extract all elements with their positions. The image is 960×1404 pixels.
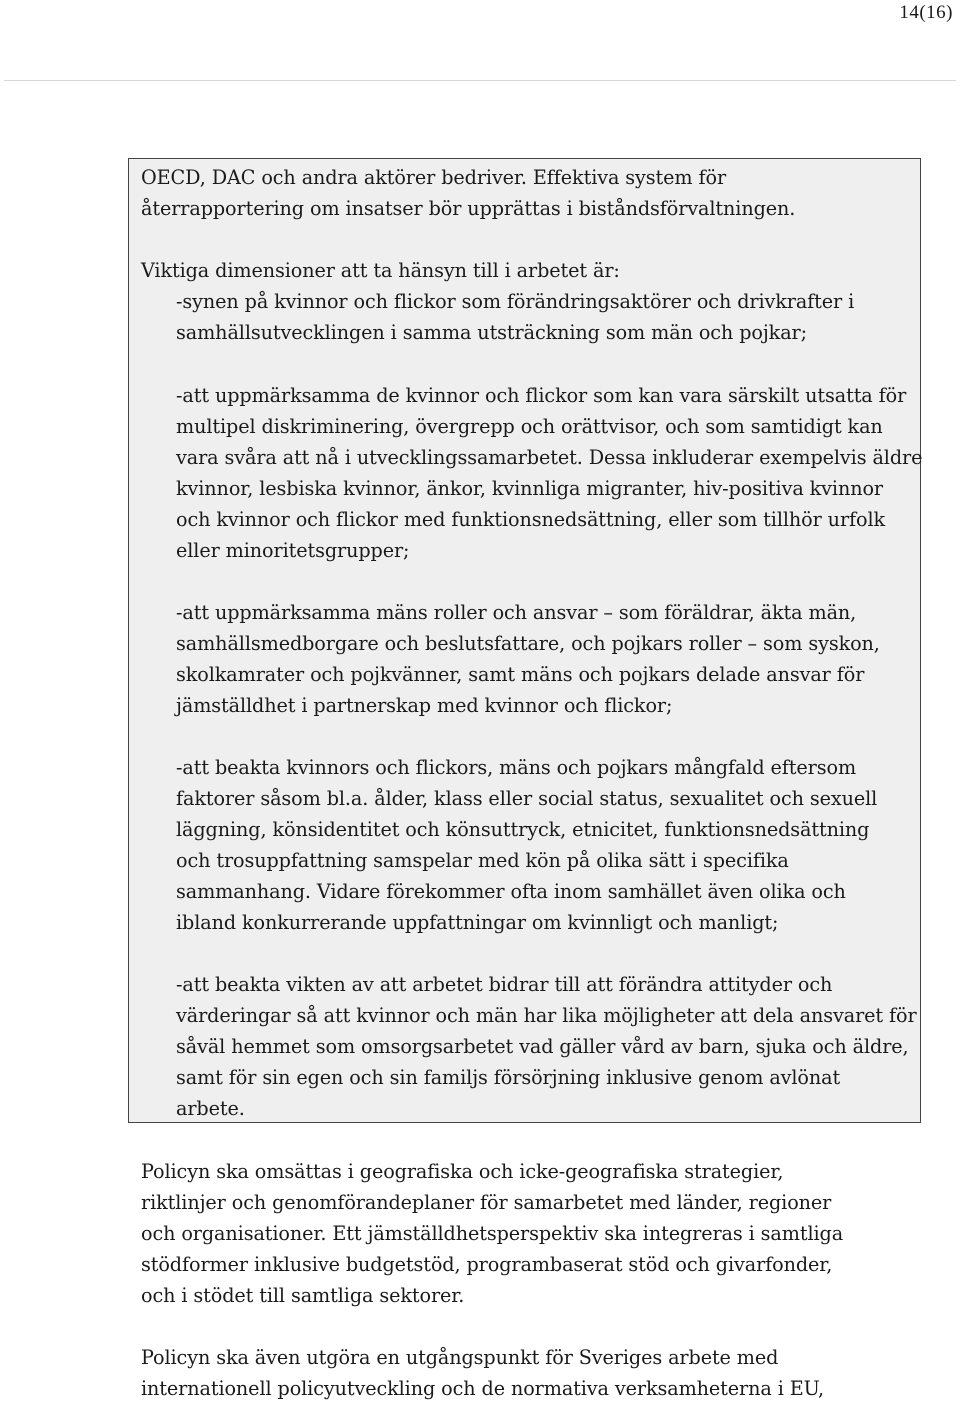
body-paragraph-1	[141, 1156, 843, 1311]
text-line: Viktiga dimensioner att ta hänsyn till i arbetet är:	[141, 259, 620, 282]
text-line: faktorer såsom bl.a. ålder, klass eller social status, sexualitet och sexuell	[176, 787, 878, 810]
text-line: samhällsmedborgare och beslutsfattare, och pojkars roller – som syskon,	[176, 632, 880, 655]
text-line: kvinnor, lesbiska kvinnor, änkor, kvinnliga migranter, hiv-positiva kvinnor	[176, 477, 883, 500]
text-line: såväl hemmet som omsorgsarbetet vad gäller vård av barn, sjuka och äldre,	[176, 1035, 909, 1058]
body-paragraph-2	[141, 1342, 824, 1404]
text-line: samhällsutvecklingen i samma utsträckning som män och pojkar;	[176, 321, 807, 344]
dimension-item-5	[176, 969, 917, 1124]
text-line: samt för sin egen och sin familjs försörjning inklusive genom avlönat	[176, 1066, 841, 1089]
header-divider	[4, 80, 956, 81]
text-line: och trosuppfattning samspelar med kön på olika sätt i specifika	[176, 849, 789, 872]
box-intro-paragraph	[141, 162, 795, 224]
text-line: och organisationer. Ett jämställdhetsperspektiv ska integreras i samtliga	[141, 1222, 844, 1245]
dimension-item-1	[176, 286, 854, 348]
text-line: ibland konkurrerande uppfattningar om kvinnligt och manligt;	[176, 911, 779, 934]
dimension-item-4	[176, 752, 877, 938]
text-line: stödformer inklusive budgetstöd, programbaserat stöd och givarfonder,	[141, 1253, 833, 1276]
text-line: värderingar så att kvinnor och män har lika möjligheter att dela ansvaret för	[176, 1004, 917, 1027]
dimension-item-2	[176, 380, 922, 566]
text-line: -att beakta vikten av att arbetet bidrar till att förändra attityder och	[176, 973, 833, 996]
text-line: multipel diskriminering, övergrepp och orättvisor, och som samtidigt kan	[176, 415, 883, 438]
text-line: -att uppmärksamma de kvinnor och flickor som kan vara särskilt utsatta för	[176, 384, 907, 407]
text-line: -att beakta kvinnors och flickors, mäns och pojkars mångfald eftersom	[176, 756, 857, 779]
text-line: återrapportering om insatser bör upprättas i biståndsförvaltningen.	[141, 197, 796, 220]
text-line: -att uppmärksamma mäns roller och ansvar – som föräldrar, äkta män,	[176, 601, 857, 624]
text-line: OECD, DAC och andra aktörer bedriver. Effektiva system för	[141, 166, 727, 189]
text-line: internationell policyutveckling och de normativa verksamheterna i EU,	[141, 1377, 824, 1400]
text-line: -synen på kvinnor och flickor som förändringsaktörer och drivkrafter i	[176, 290, 855, 313]
text-line: och kvinnor och flickor med funktionsnedsättning, eller som tillhör urfolk	[176, 508, 886, 531]
text-line: riktlinjer och genomförandeplaner för samarbetet med länder, regioner	[141, 1191, 832, 1214]
text-line: Policyn ska omsättas i geografiska och icke-geografiska strategier,	[141, 1160, 784, 1183]
text-line: läggning, könsidentitet och könsuttryck, etnicitet, funktionsnedsättning	[176, 818, 870, 841]
text-line: skolkamrater och pojkvänner, samt mäns och pojkars delade ansvar för	[176, 663, 865, 686]
text-line: eller minoritetsgrupper;	[176, 539, 410, 562]
text-line: vara svåra att nå i utvecklingssamarbetet. Dessa inkluderar exempelvis äldre	[176, 446, 923, 469]
text-line: arbete.	[176, 1097, 245, 1120]
dimension-item-3	[176, 597, 880, 721]
text-line: Policyn ska även utgöra en utgångspunkt för Sveriges arbete med	[141, 1346, 779, 1369]
text-line: jämställdhet i partnerskap med kvinnor och flickor;	[176, 694, 673, 717]
dimensions-heading	[141, 255, 620, 286]
page-number: 14(16)	[899, 2, 953, 23]
text-line: och i stödet till samtliga sektorer.	[141, 1284, 465, 1307]
text-line: sammanhang. Vidare förekommer ofta inom samhället även olika och	[176, 880, 846, 903]
